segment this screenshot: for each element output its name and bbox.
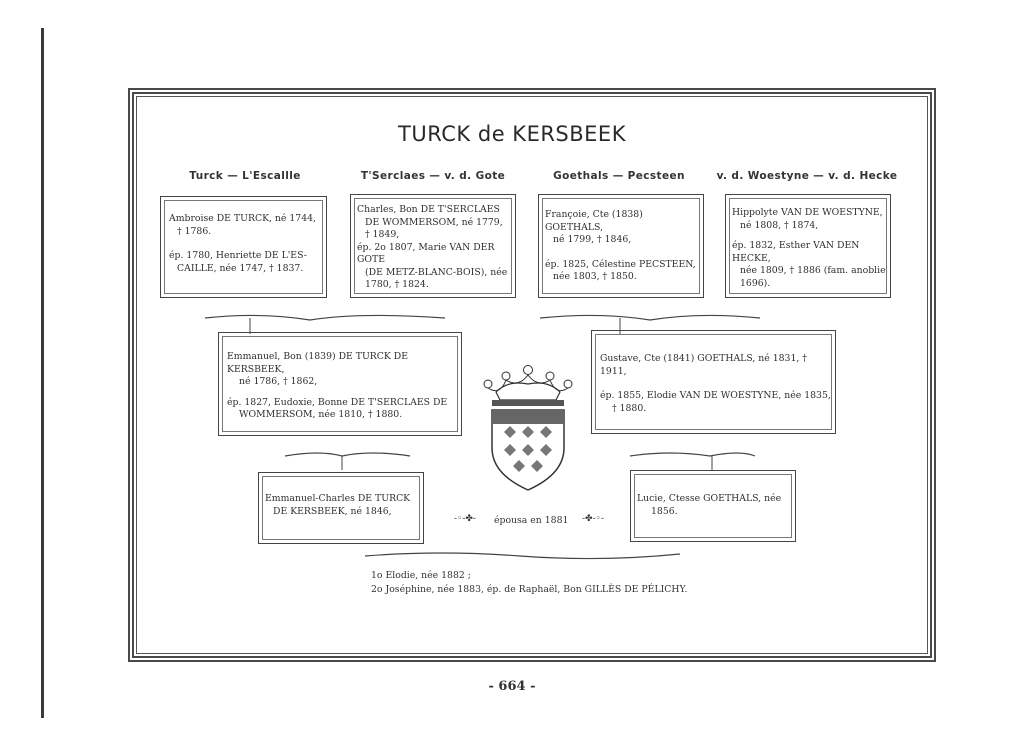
box-line: 1856. <box>651 505 678 517</box>
child-box-left <box>258 472 424 544</box>
box-line <box>600 378 832 390</box>
box-line: né 1808, † 1874, <box>740 219 819 231</box>
box-line: Emmanuel-Charles DE TURCK <box>265 493 411 504</box>
box-line <box>169 238 321 250</box>
column-heading-4: v. d. Woestyne — v. d. Hecke <box>716 170 898 182</box>
box-line: ép. 2o 1807, Marie VAN DER GOTE <box>357 241 495 265</box>
box-line: ép. 1832, Esther VAN DEN HECKE, <box>732 240 860 264</box>
box-line: ép. 1780, Henriette DE L'ES- <box>169 250 307 261</box>
box-line: Charles, Bon DE T'SERCLAES <box>357 204 500 215</box>
box-line: né 1786, † 1862, <box>239 376 318 387</box>
box-line: (DE METZ-BLANC-BOIS), née <box>365 266 508 278</box>
box-line: † 1786. <box>177 225 212 237</box>
page-title: TURCK de KERSBEEK <box>398 122 626 146</box>
box-line: née 1809, † 1886 (fam. anoblie <box>740 265 886 276</box>
box-line: Hippolyte VAN DE WOESTYNE, <box>732 207 883 218</box>
box-line: ép. 1825, Célestine PECSTEEN, <box>545 258 696 270</box>
box-line: WOMMERSOM, née 1810, † 1880. <box>239 409 403 420</box>
child-entry-2: 2o Joséphine, née 1883, ép. de Raphaël, Bon GILLÈS DE PÉLICHY. <box>371 584 688 595</box>
child-box-right <box>630 470 796 542</box>
box-line: DE KERSBEEK, né 1846, <box>273 505 392 517</box>
box-line <box>545 247 701 259</box>
box-line: Emmanuel, Bon (1839) DE TURCK DE KERSBEEK, <box>227 351 409 375</box>
ancestor-box-2 <box>350 194 516 298</box>
box-line: † 1880. <box>612 402 647 414</box>
coat-of-arms-icon <box>478 362 578 496</box>
box-line: ép. 1855, Elodie VAN DE WOESTYNE, née 1835, <box>600 390 831 401</box>
box-line <box>732 232 888 240</box>
box-line: Ambroise DE TURCK, né 1744, <box>169 213 316 224</box>
ancestor-box-4 <box>725 194 891 298</box>
box-line: Gustave, Cte (1841) GOETHALS, né 1831, † 1911, <box>600 353 807 377</box>
page-number: - 664 - <box>488 679 536 694</box>
parent-box-left <box>218 332 462 436</box>
box-line: née 1803, † 1850. <box>553 271 637 282</box>
column-heading-1: Turck — L'Escallle <box>189 170 301 182</box>
box-line: CAILLE, née 1747, † 1837. <box>177 262 304 274</box>
ancestor-box-1 <box>160 196 327 298</box>
box-line: † 1849, <box>365 229 400 240</box>
box-line <box>227 389 459 397</box>
box-line: ép. 1827, Eudoxie, Bonne DE T'SERCLAES DE <box>227 396 448 408</box>
box-line: Françoie, Cte (1838) GOETHALS, <box>545 209 643 233</box>
box-line: 1696). <box>740 277 771 289</box>
parent-box-right <box>591 330 836 434</box>
box-line: Lucie, Ctesse GOETHALS, née <box>637 493 782 504</box>
ancestor-box-3 <box>538 194 704 298</box>
column-heading-2: T'Serclaes — v. d. Gote <box>360 170 506 182</box>
box-line: 1780, † 1824. <box>365 279 429 290</box>
box-line: né 1799, † 1846, <box>553 234 632 245</box>
marriage-note: épousa en 1881 <box>494 515 569 526</box>
box-line: DE WOMMERSOM, né 1779, <box>365 216 503 228</box>
lineage-braces-bottom <box>280 446 760 472</box>
children-brace <box>360 548 700 564</box>
link-ornament-right-icon: -✤-◦- <box>582 514 604 524</box>
link-ornament-left-icon: -◦-✤- <box>454 514 476 524</box>
column-heading-3: Goethals — Pecsteen <box>553 170 685 182</box>
child-entry-1: 1o Elodie, née 1882 ; <box>371 570 471 581</box>
